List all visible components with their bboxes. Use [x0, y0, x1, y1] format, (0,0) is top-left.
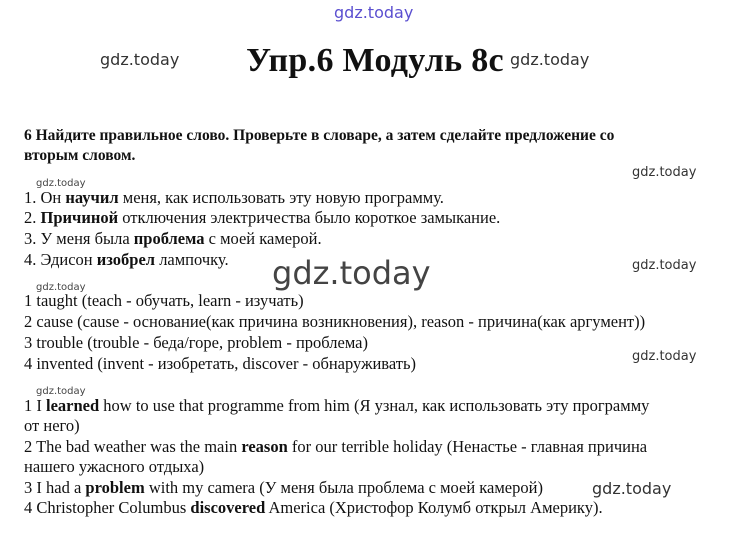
- answer-3: 3 trouble (trouble - беда/горе, problem - проблема): [24, 333, 368, 352]
- text: меня, как использовать эту новую программу.: [118, 188, 444, 207]
- watermark-large: gdz.today: [272, 254, 431, 292]
- watermark: gdz.today: [632, 258, 697, 273]
- watermark-left: gdz.today: [100, 50, 180, 69]
- watermark: gdz.today: [632, 349, 697, 364]
- text: with my camera (У меня была проблема с моей камерой): [144, 478, 543, 497]
- text: for our terrible holiday (Ненастье - главная причина: [287, 437, 648, 456]
- keyword: discovered: [190, 498, 266, 517]
- answer-2: 2 cause (cause - основание(как причина возникновения), reason - причина(как аргумент)): [24, 312, 646, 331]
- task-line-2: вторым словом.: [24, 147, 136, 164]
- example-2-cont: нашего ужасного отдыха): [24, 457, 205, 476]
- text: 1. Он: [24, 188, 66, 207]
- sentence-ru-1: [24, 188, 444, 208]
- sentence-ru-4: [24, 250, 229, 270]
- watermark: gdz.today: [592, 479, 672, 498]
- example-2: [24, 437, 647, 457]
- text: с моей камерой.: [204, 229, 322, 248]
- text: 2.: [24, 208, 41, 227]
- keyword: научил: [65, 188, 119, 207]
- watermark: gdz.today: [36, 282, 86, 293]
- text: 1 I: [24, 396, 46, 415]
- text: отключения электричества было короткое замыкание.: [118, 208, 501, 227]
- watermark: gdz.today: [36, 386, 86, 397]
- keyword: learned: [46, 396, 100, 415]
- watermark-top: gdz.today: [334, 3, 414, 22]
- sentence-ru-3: [24, 229, 322, 249]
- text: лампочку.: [155, 250, 229, 269]
- text: 3. У меня была: [24, 229, 134, 248]
- text: America (Христофор Колумб открыл Америку).: [265, 498, 603, 517]
- example-4: [24, 498, 603, 518]
- example-1: [24, 396, 649, 416]
- keyword: reason: [241, 437, 288, 456]
- text: 3 I had a: [24, 478, 86, 497]
- example-1-cont: от него): [24, 416, 80, 435]
- task-line-1: 6 Найдите правильное слово. Проверьте в словаре, а затем сделайте предложение со: [24, 127, 615, 144]
- answer-1: 1 taught (teach - обучать, learn - изучать): [24, 291, 304, 310]
- keyword: problem: [85, 478, 145, 497]
- page-title: Упр.6 Модуль 8с: [246, 42, 504, 79]
- text: 4. Эдисон: [24, 250, 97, 269]
- keyword: Причиной: [40, 208, 119, 227]
- sentence-ru-2: [24, 208, 500, 228]
- watermark-right: gdz.today: [510, 50, 590, 69]
- answer-4: 4 invented (invent - изобретать, discover - обнаруживать): [24, 354, 416, 373]
- example-3: [24, 478, 543, 498]
- keyword: изобрел: [96, 250, 156, 269]
- text: how to use that programme from him (Я узнал, как использовать эту программу: [99, 396, 650, 415]
- text: 4 Christopher Columbus: [24, 498, 191, 517]
- text: 2 The bad weather was the main: [24, 437, 242, 456]
- keyword: проблема: [133, 229, 205, 248]
- watermark: gdz.today: [632, 165, 697, 180]
- watermark: gdz.today: [36, 178, 86, 189]
